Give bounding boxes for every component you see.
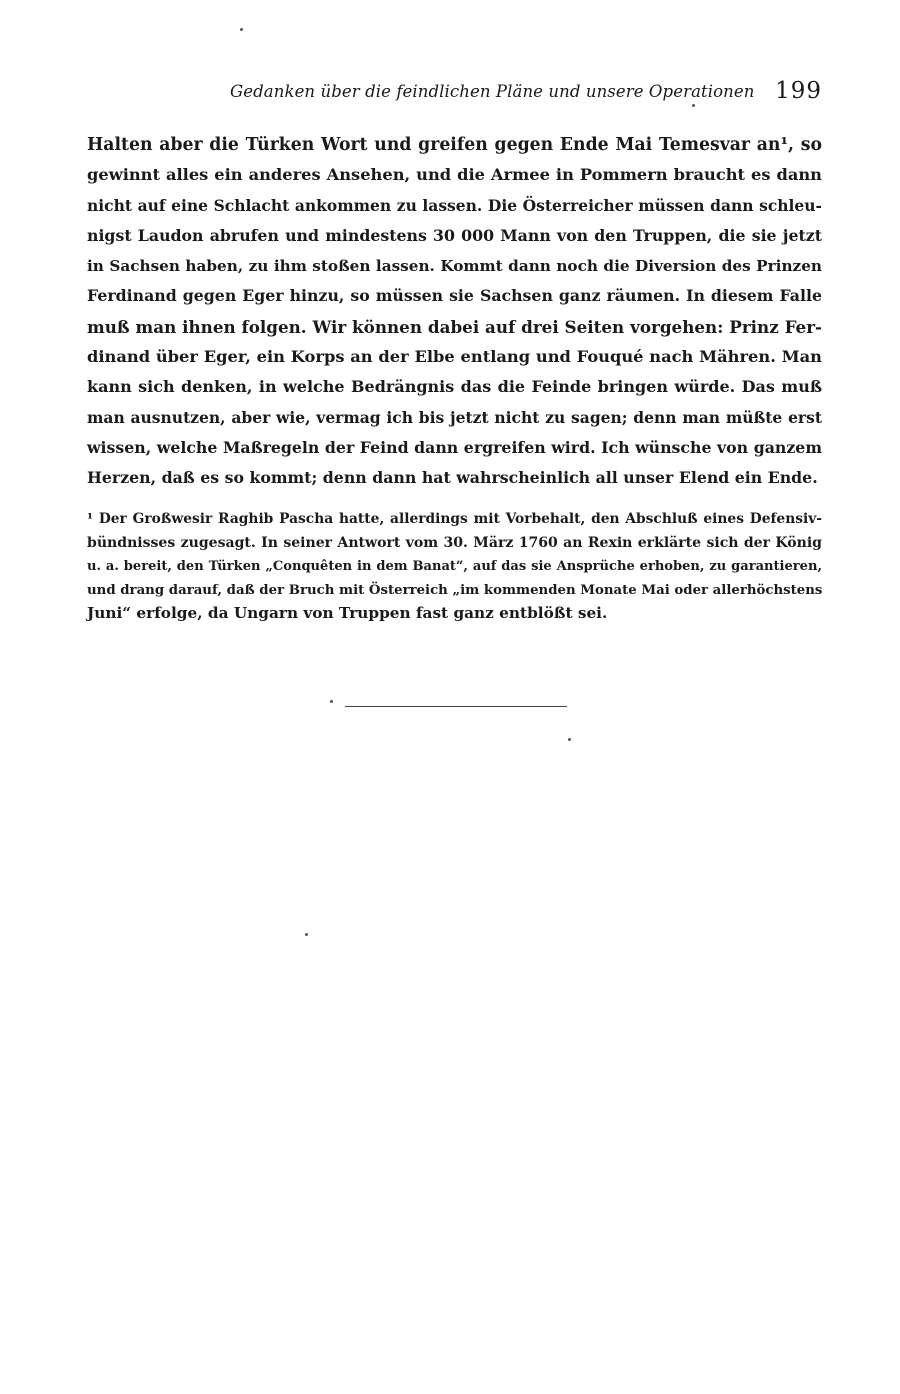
scan-speck [692,104,695,107]
footnote-line: u. a. bereit, den Türken „Conquêten in dem Banat“, auf das sie Ansprüche erhoben, zu garantieren, [87,559,822,574]
scan-speck [305,933,308,936]
scan-speck [568,738,571,741]
body-line: Ferdinand gegen Eger hinzu, so müssen sie Sachsen ganz räumen. In diesem Falle [87,286,822,306]
body-line: nicht auf eine Schlacht ankommen zu lassen. Die Österreicher müssen dann schleu- [87,195,822,215]
body-line: wissen, welche Maßregeln der Feind dann ergreifen wird. Ich wünsche von ganzem [87,437,822,457]
footnote-line: und drang darauf, daß der Bruch mit Österreich „im kommenden Monate Mai oder allerhöchstens [87,582,823,598]
body-line: Halten aber die Türken Wort und greifen gegen Ende Mai Temesvar an¹, so [87,135,822,155]
body-line: in Sachsen haben, zu ihm stoßen lassen. Kommt dann noch die Diversion des Prinzen [87,257,822,276]
section-end-rule [345,706,567,707]
page-number: 199 [775,78,822,104]
body-line: gewinnt alles ein anderes Ansehen, und die Armee in Pommern braucht es dann [87,165,822,185]
body-line: kann sich denken, in welche Bedrängnis das die Feinde bringen würde. Das muß [87,377,822,397]
scan-speck [240,28,243,31]
body-line: Herzen, daß es so kommt; denn dann hat wahrscheinlich all unser Elend ein Ende. [87,468,818,488]
body-line: dinand über Eger, ein Korps an der Elbe entlang und Fouqué nach Mähren. Man [87,347,822,367]
footnote-line: bündnisses zugesagt. In seiner Antwort vom 30. März 1760 an Rexin erklärte sich der König [87,534,822,551]
scan-speck [330,700,333,703]
body-line: nigst Laudon abrufen und mindestens 30 000 Mann von den Truppen, die sie jetzt [87,225,822,245]
body-line: muß man ihnen folgen. Wir können dabei auf drei Seiten vorgehen: Prinz Fer- [87,316,822,337]
footnote-line: ¹ Der Großwesir Raghib Pascha hatte, allerdings mit Vorbehalt, den Abschluß eines Defensiv- [87,511,822,527]
footnote [87,508,822,626]
body-line: man ausnutzen, aber wie, vermag ich bis jetzt nicht zu sagen; denn man müßte erst [87,407,822,427]
running-title: Gedanken über die feindlichen Pläne und unsere Operationen [230,82,755,101]
page-header [87,76,822,112]
body-paragraph [87,130,822,494]
footnote-line: Juni“ erfolge, da Ungarn von Truppen fast ganz entblößt sei. [87,604,608,622]
